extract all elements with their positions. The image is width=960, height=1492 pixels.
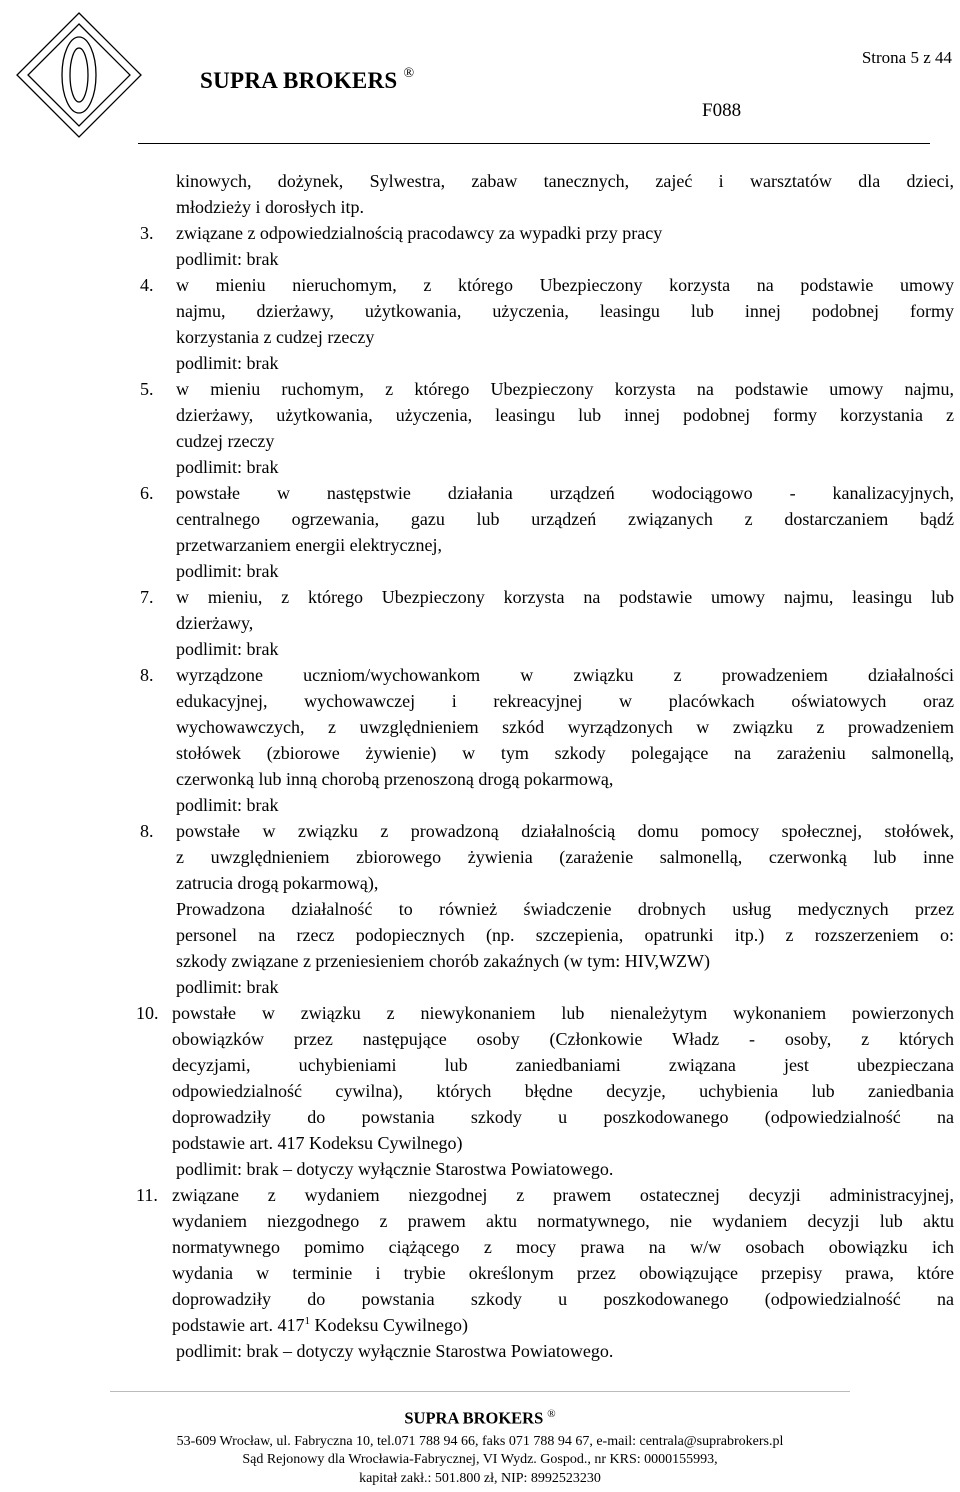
text-line: personel na rzecz podopiecznych (np. szczepienia, opatrunki itp.) z rozszerzeniem o: [176,925,954,945]
header-brand: SUPRA BROKERS ® [200,66,415,93]
text-line: doprowadziły do powstania szkody u poszkodowanego (odpowiedzialność na [172,1107,954,1127]
text-line: najmu, dzierżawy, użytkowania, użyczenia, leasingu lub innej podobnej formy [176,301,954,321]
text-line: stołówek (zbiorowe żywienie) w tym szkody polegające na zarażeniu salmonellą, [176,743,954,763]
text-line: odpowiedzialność cywilna), których błędne decyzje, uchybienia lub zaniedbania [172,1081,954,1101]
company-logo [14,10,144,140]
registered-mark: ® [403,66,415,81]
text-line: zatrucia drogą pokarmową), [176,873,379,893]
text-line: centralnego ogrzewania, gazu lub urządzeń związanych z dostarczaniem bądź [176,509,954,529]
text-line: kinowych, dożynek, Sylwestra, zabaw tanecznych, zajeć i warsztatów dla dzieci, [176,171,954,191]
footer-brand: SUPRA BROKERS ® [404,1408,556,1428]
text-line: związane z wydaniem niezgodnej z prawem ostatecznej decyzji administracyjnej, [172,1185,954,1205]
text-line: przetwarzaniem energii elektrycznej, [176,535,443,555]
text-line: Prowadzona działalność to również świadczenie drobnych usług medycznych przez [176,899,954,919]
text-line: powstałe w związku z prowadzoną działalnością domu pomocy społecznej, stołówek, [176,821,954,841]
superscript: 1 [304,1315,310,1327]
list-number: 5. [140,379,154,399]
text-line: młodzieży i dorosłych itp. [176,197,364,217]
list-number: 7. [140,587,154,607]
list-number: 6. [140,483,154,503]
text-line: wychowawczych, z uwzględnieniem szkód wyrządzonych w związku z prowadzeniem [176,717,954,737]
text-line: w mieniu, z którego Ubezpieczony korzysta na podstawie umowy najmu, leasingu lub [176,587,954,607]
footer-capital: kapitał zakł.: 501.800 zł, NIP: 8992523230 [359,1471,601,1486]
text-line: w mieniu ruchomym, z którego Ubezpieczony korzysta na podstawie umowy najmu, [176,379,954,399]
text-line: dzierżawy, użytkowania, użyczenia, leasingu lub innej podobnej formy korzystania z [176,405,954,425]
text-line: podstawie art. $417^1$ Kodeksu Cywilnego) [172,1315,468,1335]
text-line: edukacyjnej, wychowawczej i rekreacyjnej w placówkach oświatowych oraz [176,691,954,711]
text-line: szkody związane z przeniesieniem chorób zakaźnych (w tym: HIV,WZW) [176,951,710,971]
registered-mark: ® [547,1408,556,1420]
sublimit-line: podlimit: brak [176,457,279,477]
footer-address: 53-609 Wrocław, ul. Fabryczna 10, tel.071 788 94 66, faks 071 788 94 67, e-mail: centrala@suprabrokers.pl [176,1434,784,1449]
sublimit-line: podlimit: brak [176,639,279,659]
text-line: wydania w terminie i trybie określonym przez obowiązujące przepisy prawa, które [172,1263,954,1283]
text-line: obowiązków przez następujące osoby (Członkowie Władz - osoby, z których [172,1029,954,1049]
text-line: podstawie art. 417 Kodeksu Cywilnego) [172,1133,463,1153]
text-line: powstałe w związku z niewykonaniem lub nienależytym wykonaniem powierzonych [172,1003,954,1023]
list-number: 8. [140,821,154,841]
list-number: 11. [136,1185,158,1205]
text-line: korzystania z cudzej rzeczy [176,327,375,347]
text-line: czerwonką lub inną chorobą przenoszoną drogą pokarmową, [176,769,614,789]
sublimit-line: podlimit: brak – dotyczy wyłącznie Starostwa Powiatowego. [176,1341,614,1361]
sublimit-line: podlimit: brak [176,795,279,815]
text-line: z uwzględnieniem zbiorowego żywienia (zarażenie salmonellą, czerwonką lub inne [176,847,954,867]
page-number: Strona 5 z 44 [861,48,952,67]
text-line: dzierżawy, [176,613,254,633]
list-number: 8. [140,665,154,685]
sublimit-line: podlimit: brak – dotyczy wyłącznie Starostwa Powiatowego. [176,1159,614,1179]
text-line: decyzjami, uchybieniami lub zaniedbaniami związana jest ubezpieczana [172,1055,954,1075]
text-line: wyrządzone uczniom/wychowankom w związku z prowadzeniem działalności [176,665,954,685]
list-number: 10. [136,1003,159,1023]
text-line: w mieniu nieruchomym, z którego Ubezpieczony korzysta na podstawie umowy [176,275,954,295]
list-number: 3. [140,223,154,243]
text-line: związane z odpowiedzialnością pracodawcy za wypadki przy pracy [176,223,663,243]
text-line: powstałe w następstwie działania urządzeń wodociągowo - kanalizacyjnych, [176,483,954,503]
text-line: normatywnego pomimo ciążącego z mocy prawa na w/w osobach obowiązku ich [172,1237,954,1257]
form-code: F088 [702,100,742,121]
footer-court-info: Sąd Rejonowy dla Wrocławia-Fabrycznej, VI Wydz. Gospod., nr KRS: 0000155993, [242,1452,718,1467]
list-number: 4. [140,275,154,295]
sublimit-line: podlimit: brak [176,561,279,581]
sublimit-line: podlimit: brak [176,977,279,997]
text-line: cudzej rzeczy [176,431,275,451]
footer-divider [110,1391,850,1392]
header-divider [138,143,930,144]
text-line: doprowadziły do powstania szkody u poszkodowanego (odpowiedzialność na [172,1289,954,1309]
text-line: wydaniem niezgodnego z prawem aktu normatywnego, nie wydaniem decyzji lub aktu [172,1211,954,1231]
sublimit-line: podlimit: brak [176,249,279,269]
sublimit-line: podlimit: brak [176,353,279,373]
